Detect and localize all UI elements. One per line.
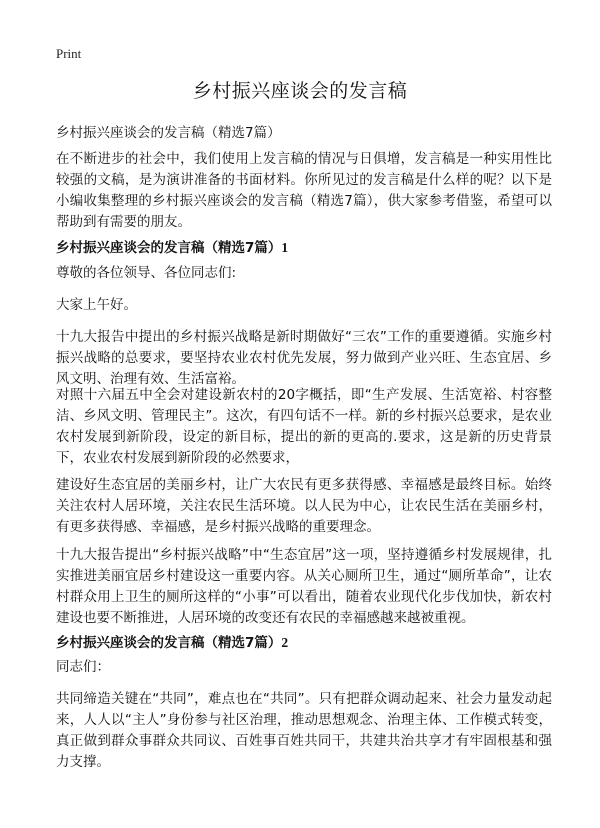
section-heading-text: 乡村振兴座谈会的发言稿（精选7篇） [56,240,282,256]
section-heading-2 [56,631,288,651]
paragraph: 尊敬的各位领导、各位同志们: [56,265,237,281]
document-subtitle: 乡村振兴座谈会的发言稿（精选7篇） [56,125,281,141]
paragraph: 十九大报告提出“乡村振兴战略”中“生态宜居”这一项，坚持遵循乡村发展规律，扎实推进美丽宜居乡村建设这一重要内容。从关心厕所卫生，通过“厕所革命”，让农村群众用上卫生的厕所这样的“小事”可以看出，随着农业现代化步伐加快，新农村建设也要不断推进，人居环境的改变还有农民的幸福感越来越被重视。 [56,547,552,626]
section-heading-1 [56,236,288,256]
paragraph: 共同缔造关键在“共同”，难点也在“共同”。只有把群众调动起来、社会力量发动起来，人人以“主人”身份参与社区治理，推动思想观念、治理主体、工作模式转变，真正做到群众事群众共同议、百姓事百姓共同干，共建共治共享才有牢固根基和强力支撑。 [56,691,552,770]
paragraph: 建设好生态宜居的美丽乡村，让广大农民有更多获得感、幸福感是最终目标。始终关注农村人居环境，关注农民生活环境。以人民为中心，让农民生活在美丽乡村，有更多获得感、幸福感，是乡村振兴战略的重要理念。 [56,477,552,535]
print-link[interactable]: Print [56,46,82,61]
section-number: 1 [281,240,289,255]
paragraph: 大家上午好。 [56,297,137,313]
paragraph: 对照十六届五中全会对建设新农村的20字概括，即“生产发展、生活宽裕、村容整洁、乡风文明、管理民主”。这次，有四句话不一样。新的乡村振兴总要求，是农业农村发展到新阶段，设定的新目标，提出的新的更高的.要求，这是新的历史背景下，农业农村发展到新阶段的必然要求， [56,387,552,466]
page-title: 乡村振兴座谈会的发言稿 [192,80,408,102]
section-number: 2 [281,635,289,650]
paragraph: 同志们： [56,659,110,675]
paragraph: 十九大报告中提出的乡村振兴战略是新时期做好“三农”工作的重要遵循。实施乡村振兴战略的总要求，要坚持农业农村优先发展，努力做到产业兴旺、生态宜居、乡风文明、治理有效、生活富裕。 [56,329,552,387]
section-heading-text: 乡村振兴座谈会的发言稿（精选7篇） [56,635,282,651]
intro-paragraph: 在不断进步的社会中，我们使用上发言稿的情况与日俱增，发言稿是一种实用性比较强的文稿，是为演讲准备的书面材料。你所见过的发言稿是什么样的呢？以下是小编收集整理的乡村振兴座谈会的发言稿（精选7篇），供大家参考借鉴，希望可以帮助到有需要的朋友。 [56,151,552,230]
